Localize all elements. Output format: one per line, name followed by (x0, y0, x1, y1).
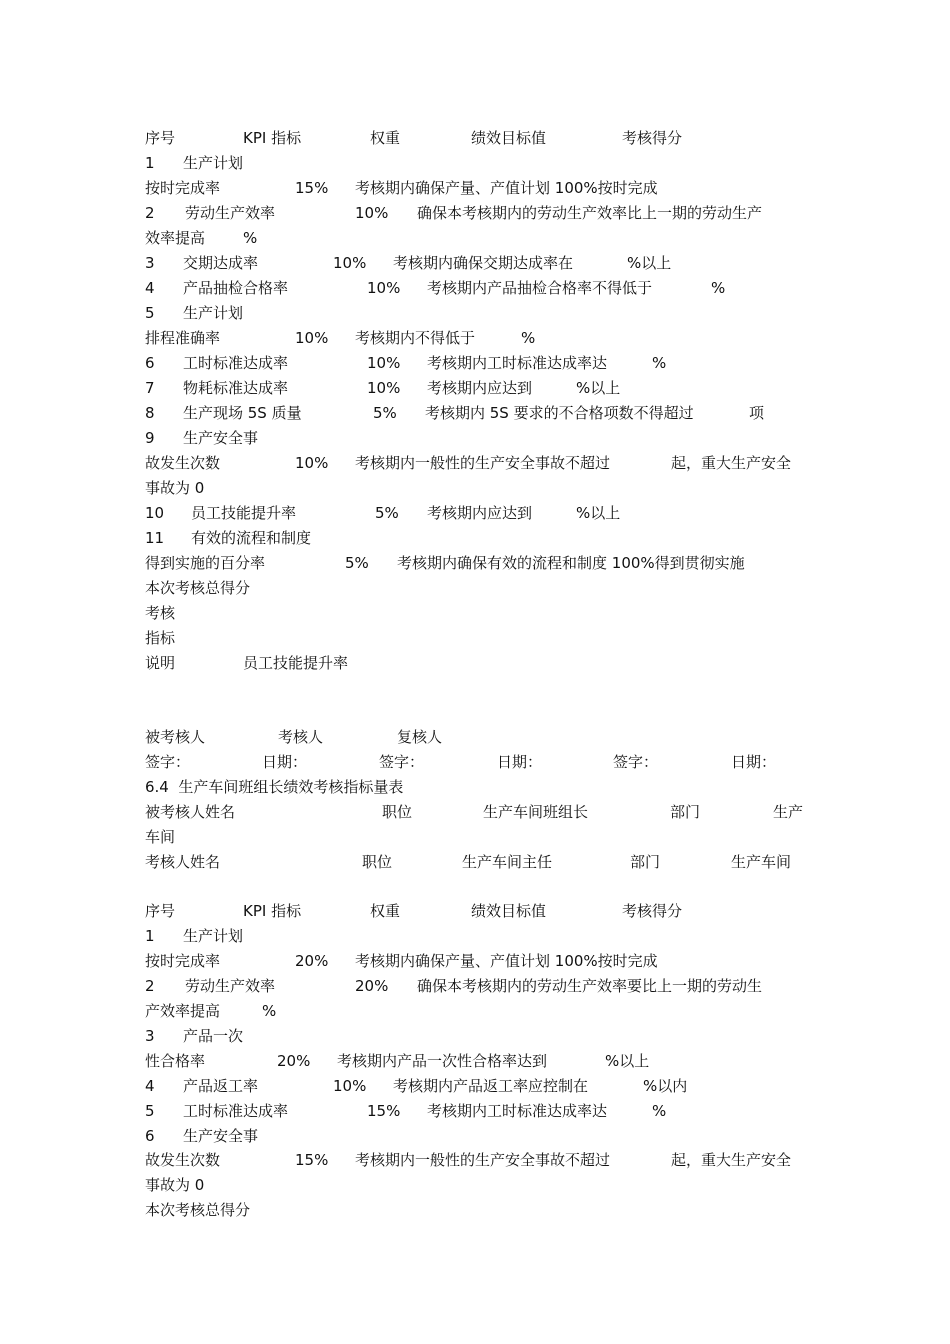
text-segment: 3 (145, 1027, 155, 1045)
text-segment: 部门 (630, 853, 661, 871)
text-segment: 权重 (370, 902, 401, 920)
text-segment: 交期达成率 (183, 254, 259, 272)
text-segment: 物耗标准达成率 (183, 379, 289, 397)
text-line (0, 775, 950, 800)
text-line (0, 999, 950, 1024)
text-segment: 签字： (379, 753, 425, 771)
text-segment: % (243, 229, 258, 247)
text-segment: 考核期内一般性的生产安全事故不超过 (355, 454, 611, 472)
text-segment: 生产计划 (183, 927, 244, 945)
text-segment: 15% (295, 1151, 329, 1169)
text-line (0, 401, 950, 426)
text-segment: 生产 (773, 803, 804, 821)
text-line (0, 601, 950, 626)
text-segment: 2 (145, 204, 155, 222)
text-segment: 4 (145, 1077, 155, 1095)
text-segment: 被考核人姓名 (145, 803, 236, 821)
text-segment: 考核期内应达到 (427, 379, 533, 397)
text-segment: 签字： (145, 753, 191, 771)
text-line (0, 825, 950, 850)
text-line (0, 1198, 950, 1223)
text-line (0, 974, 950, 999)
text-segment: 职位 (362, 853, 393, 871)
text-segment: 2 (145, 977, 155, 995)
text-segment: 工时标准达成率 (183, 1102, 289, 1120)
text-segment: 故发生次数 (145, 454, 221, 472)
text-segment: 项 (749, 404, 765, 422)
text-segment: % (262, 1002, 277, 1020)
text-line (0, 526, 950, 551)
text-segment: 10% (367, 379, 401, 397)
text-segment: 4 (145, 279, 155, 297)
text-line (0, 626, 950, 651)
text-line (0, 376, 950, 401)
text-segment: 考核期内产品一次性合格率达到 (337, 1052, 548, 1070)
text-line (0, 451, 950, 476)
text-segment: 考核期内一般性的生产安全事故不超过 (355, 1151, 611, 1169)
text-segment: 20% (355, 977, 389, 995)
text-segment: 排程准确率 (145, 329, 221, 347)
text-segment: 生产安全事 (183, 429, 259, 447)
text-segment: 8 (145, 404, 155, 422)
text-segment: 生产安全事 (183, 1127, 259, 1145)
text-line (0, 1124, 950, 1149)
text-line (0, 725, 950, 750)
text-segment: 考核期内工时标准达成率达 (427, 354, 608, 372)
text-segment: 部门 (670, 803, 701, 821)
text-segment: 6 (145, 354, 155, 372)
text-segment: 起，重大生产安全 (671, 1151, 792, 1169)
text-line (0, 651, 950, 676)
text-segment: 员工技能提升率 (191, 504, 297, 522)
text-segment: % (652, 354, 667, 372)
text-segment: 考核期内产品抽检合格率不得低于 (427, 279, 653, 297)
text-line (0, 276, 950, 301)
text-line (0, 1049, 950, 1074)
text-segment: 5 (145, 1102, 155, 1120)
text-segment: 20% (277, 1052, 311, 1070)
text-segment: %以上 (576, 504, 621, 522)
text-line (0, 1074, 950, 1099)
text-segment: 有效的流程和制度 (191, 529, 312, 547)
text-segment: 10% (295, 454, 329, 472)
text-line (0, 924, 950, 949)
text-segment: 生产车间班组长 (483, 803, 589, 821)
text-segment: %以上 (576, 379, 621, 397)
text-segment: % (521, 329, 536, 347)
text-line (0, 476, 950, 501)
text-segment: % (711, 279, 726, 297)
text-segment: 生产车间 (731, 853, 792, 871)
text-segment: 生产计划 (183, 154, 244, 172)
text-segment: 确保本考核期内的劳动生产效率比上一期的劳动生产 (417, 204, 763, 222)
text-segment: 日期： (497, 753, 543, 771)
text-segment: 职位 (382, 803, 413, 821)
text-line (0, 899, 950, 924)
text-segment: 劳动生产效率 (185, 204, 276, 222)
text-line (0, 351, 950, 376)
text-line (0, 1099, 950, 1124)
text-line (0, 251, 950, 276)
text-segment: 被考核人 (145, 728, 206, 746)
text-segment: 考核得分 (622, 902, 683, 920)
text-segment: 本次考核总得分 (145, 1201, 251, 1219)
text-line (0, 551, 950, 576)
text-segment: 日期： (731, 753, 777, 771)
text-line (0, 949, 950, 974)
text-segment: 9 (145, 429, 155, 447)
text-segment: 10 (145, 504, 165, 522)
text-line (0, 1148, 950, 1173)
text-line (0, 326, 950, 351)
text-segment: 绩效目标值 (471, 129, 547, 147)
text-segment: %以内 (643, 1077, 688, 1095)
text-line (0, 176, 950, 201)
text-segment: 考核期内确保有效的流程和制度 100%得到贯彻实施 (397, 554, 745, 572)
text-line (0, 226, 950, 251)
text-segment: 10% (367, 354, 401, 372)
text-segment: 10% (367, 279, 401, 297)
text-segment: 按时完成率 (145, 952, 221, 970)
text-line (0, 201, 950, 226)
text-segment: 工时标准达成率 (183, 354, 289, 372)
text-segment: 3 (145, 254, 155, 272)
text-segment: %以上 (627, 254, 672, 272)
text-line (0, 850, 950, 875)
text-segment: 按时完成率 (145, 179, 221, 197)
text-segment: 6.4 生产车间班组长绩效考核指标量表 (145, 778, 404, 796)
text-segment: 事故为 0 (145, 1176, 205, 1194)
text-segment: 生产车间主任 (462, 853, 553, 871)
text-segment: 产效率提高 (145, 1002, 221, 1020)
text-segment: 劳动生产效率 (185, 977, 276, 995)
text-segment: 10% (355, 204, 389, 222)
text-segment: %以上 (605, 1052, 650, 1070)
text-segment: 签字： (613, 753, 659, 771)
text-segment: 生产现场 5S 质量 (183, 404, 302, 422)
text-segment: 考核人 (278, 728, 324, 746)
text-segment: 日期： (262, 753, 308, 771)
text-segment: 20% (295, 952, 329, 970)
text-segment: 序号 (145, 902, 176, 920)
text-segment: 10% (333, 254, 367, 272)
text-segment: 15% (367, 1102, 401, 1120)
text-segment: 1 (145, 154, 155, 172)
text-segment: 得到实施的百分率 (145, 554, 266, 572)
text-segment: 考核期内工时标准达成率达 (427, 1102, 608, 1120)
text-segment: 10% (295, 329, 329, 347)
text-segment: 5% (345, 554, 369, 572)
text-segment: 考核期内确保产量、产值计划 100%按时完成 (355, 952, 658, 970)
text-segment: 产品返工率 (183, 1077, 259, 1095)
text-segment: 考核期内应达到 (427, 504, 533, 522)
text-segment: 考核期内确保产量、产值计划 100%按时完成 (355, 179, 658, 197)
text-line (0, 800, 950, 825)
text-segment: 5 (145, 304, 155, 322)
text-segment: 考核期内不得低于 (355, 329, 476, 347)
text-segment: 确保本考核期内的劳动生产效率要比上一期的劳动生 (417, 977, 763, 995)
text-segment: 故发生次数 (145, 1151, 221, 1169)
text-segment: 产品抽检合格率 (183, 279, 289, 297)
text-segment: 权重 (370, 129, 401, 147)
text-segment: 考核 (145, 604, 176, 622)
text-segment: % (652, 1102, 667, 1120)
text-line (0, 301, 950, 326)
text-segment: 说明 (145, 654, 176, 672)
text-segment: 起，重大生产安全 (671, 454, 792, 472)
text-segment: 事故为 0 (145, 479, 205, 497)
text-line (0, 126, 950, 151)
text-segment: KPI 指标 (243, 129, 302, 147)
text-segment: 考核期内确保交期达成率在 (393, 254, 574, 272)
text-segment: 6 (145, 1127, 155, 1145)
text-segment: 11 (145, 529, 165, 547)
text-line (0, 1173, 950, 1198)
text-segment: 指标 (145, 629, 176, 647)
text-segment: 考核期内产品返工率应控制在 (393, 1077, 589, 1095)
text-segment: 5% (373, 404, 397, 422)
text-segment: 7 (145, 379, 155, 397)
text-segment: 考核人姓名 (145, 853, 221, 871)
text-segment: 序号 (145, 129, 176, 147)
text-line (0, 576, 950, 601)
text-segment: 效率提高 (145, 229, 206, 247)
text-segment: 产品一次 (183, 1027, 244, 1045)
text-segment: 考核期内 5S 要求的不合格项数不得超过 (425, 404, 694, 422)
text-segment: 绩效目标值 (471, 902, 547, 920)
text-segment: 生产计划 (183, 304, 244, 322)
text-segment: 1 (145, 927, 155, 945)
text-segment: 10% (333, 1077, 367, 1095)
text-line (0, 426, 950, 451)
text-segment: 员工技能提升率 (243, 654, 349, 672)
text-segment: 本次考核总得分 (145, 579, 251, 597)
text-segment: 性合格率 (145, 1052, 206, 1070)
text-segment: 考核得分 (622, 129, 683, 147)
text-line (0, 1024, 950, 1049)
text-segment: 5% (375, 504, 399, 522)
text-line (0, 151, 950, 176)
text-segment: 复核人 (397, 728, 443, 746)
text-segment: KPI 指标 (243, 902, 302, 920)
text-line (0, 501, 950, 526)
text-line (0, 750, 950, 775)
text-segment: 车间 (145, 828, 176, 846)
text-segment: 15% (295, 179, 329, 197)
